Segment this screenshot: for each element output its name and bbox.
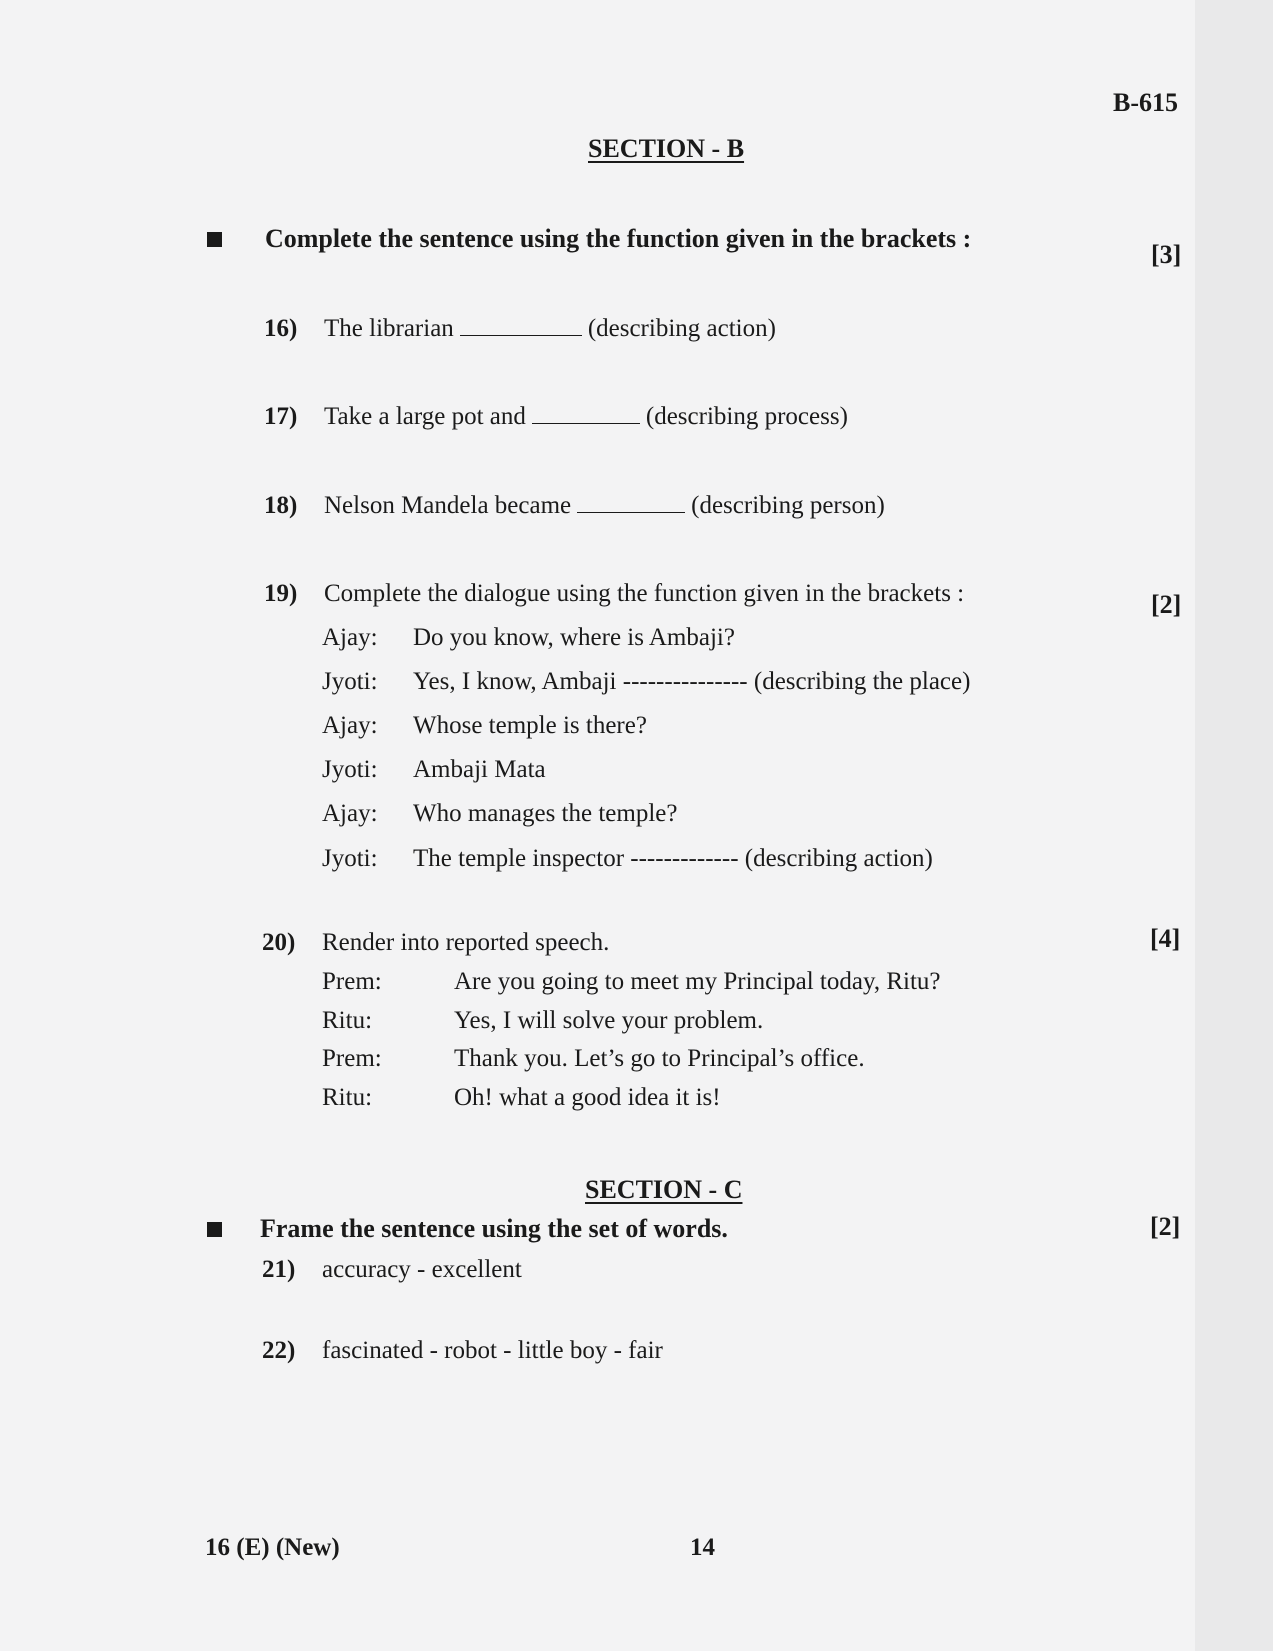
q18-function: (describing person) xyxy=(691,492,885,519)
q21-number: 21) xyxy=(262,1256,296,1283)
section-c-heading: SECTION - C xyxy=(585,1175,743,1204)
dialogue-speaker: Ajay: xyxy=(322,624,378,651)
q20-text: Render into reported speech. xyxy=(322,929,610,956)
section-b-marks: [3] xyxy=(1151,240,1182,269)
section-c-instruction: Frame the sentence using the set of words. xyxy=(260,1214,728,1243)
q19-number: 19) xyxy=(264,580,298,607)
dialogue-line: Ambaji Mata xyxy=(413,756,546,783)
dialogue-speaker: Ajay: xyxy=(322,800,378,827)
q22-number: 22) xyxy=(262,1337,296,1364)
section-c-marks: [2] xyxy=(1150,1212,1181,1241)
dialogue-line: Oh! what a good idea it is! xyxy=(454,1084,721,1111)
q16-function: (describing action) xyxy=(587,315,776,342)
dialogue-speaker: Ritu: xyxy=(322,1084,373,1111)
q18-text xyxy=(324,492,885,520)
bullet-icon xyxy=(207,232,222,247)
q16-prefix: The librarian xyxy=(324,315,454,342)
q21-text: accuracy - excellent xyxy=(322,1256,522,1283)
q17-function: (describing process) xyxy=(645,403,848,430)
dialogue-line: Thank you. Let’s go to Principal’s office. xyxy=(454,1045,865,1072)
q17-prefix: Take a large pot and xyxy=(324,403,526,430)
q19-marks: [2] xyxy=(1151,590,1182,619)
q18-prefix: Nelson Mandela became xyxy=(324,492,572,519)
scan-margin xyxy=(1195,0,1273,1651)
dialogue-line: Yes, I know, Ambaji --------------- (describing the place) xyxy=(413,668,971,695)
dialogue-speaker: Jyoti: xyxy=(322,668,378,695)
q19-text: Complete the dialogue using the function given in the brackets : xyxy=(324,580,965,607)
q16-number: 16) xyxy=(264,315,298,342)
dialogue-line: The temple inspector ------------- (describing action) xyxy=(413,845,933,872)
section-b-instruction: Complete the sentence using the function given in the brackets : xyxy=(265,224,972,253)
dialogue-speaker: Prem: xyxy=(322,1045,382,1072)
q20-number: 20) xyxy=(262,929,296,956)
q17-number: 17) xyxy=(264,403,298,430)
dialogue-line: Who manages the temple? xyxy=(413,800,678,827)
dialogue-line: Do you know, where is Ambaji? xyxy=(413,624,735,651)
q17-text xyxy=(324,403,848,431)
dialogue-speaker: Jyoti: xyxy=(322,756,378,783)
bullet-icon xyxy=(207,1222,222,1237)
dialogue-line: Yes, I will solve your problem. xyxy=(454,1007,764,1034)
section-b-heading: SECTION - B xyxy=(588,134,745,163)
q22-text: fascinated - robot - little boy - fair xyxy=(322,1337,663,1364)
dialogue-line: Whose temple is there? xyxy=(413,712,647,739)
paper-code: B-615 xyxy=(1113,88,1178,117)
q18-number: 18) xyxy=(264,492,298,519)
q16-blank xyxy=(460,334,582,336)
dialogue-line: Are you going to meet my Principal today, Ritu? xyxy=(454,968,941,995)
dialogue-speaker: Ritu: xyxy=(322,1007,373,1034)
q17-blank xyxy=(532,422,640,424)
q20-marks: [4] xyxy=(1150,924,1181,953)
dialogue-speaker: Prem: xyxy=(322,968,382,995)
dialogue-speaker: Ajay: xyxy=(322,712,378,739)
q16-text xyxy=(324,315,776,343)
page-number: 14 xyxy=(690,1534,715,1561)
q18-blank xyxy=(577,511,685,513)
dialogue-speaker: Jyoti: xyxy=(322,845,378,872)
paper-identifier: 16 (E) (New) xyxy=(205,1534,340,1561)
